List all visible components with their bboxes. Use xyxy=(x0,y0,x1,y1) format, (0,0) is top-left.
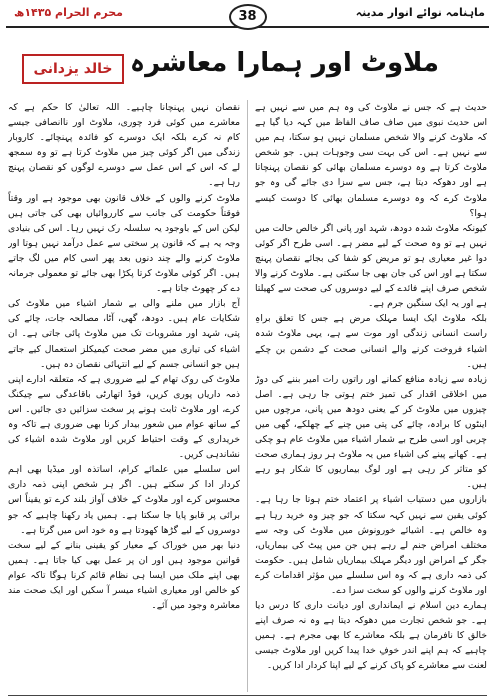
right-column xyxy=(255,100,487,692)
paragraph: نقصان نہیں پہنچانا چاہیے۔ اللہ تعالیٰ کا حکم ہے کہ معاشرے میں کوئی فرد چوری، ملاوٹ اور ناانصافی جیسے کام نہ کرے بلکہ ایک دوسرے کو فائدہ پہنچائے۔ کاروبار زندگی میں اگر کوئی چیز میں ملاوٹ کرتا ہے تو وہ سمجھ لے کہ اس کے اس عمل سے دوسرے لوگوں کو نقصان پہنچ رہا ہے۔ xyxy=(8,102,240,189)
paragraph: اس سلسلے میں علمائے کرام، اساتذہ اور میڈیا بھی اہم کردار ادا کر سکتے ہیں۔ اگر ہر شخص اپنی ذمہ داری محسوس کرے اور ملاوٹ کے خلاف آواز بلند کرے تو یقیناً اس برائی پر قابو پایا جا سکتا ہے۔ ہمیں یاد رکھنا چاہیے کہ جو دوسروں کے لیے گڑھا کھودتا ہے وہ خود اس میں گرتا ہے۔ xyxy=(8,464,240,536)
paragraph: ملاوٹ کی روک تھام کے لیے ضروری ہے کہ متعلقہ ادارے اپنی ذمہ داریاں پوری کریں، فوڈ اتھارٹی باقاعدگی سے چیکنگ کرے، اور ملاوٹ ثابت ہونے پر سخت سزائیں دی جائیں۔ اس کے ساتھ عوام میں شعور بیدار کرنا بھی ضروری ہے تاکہ وہ خریداری کے وقت احتیاط کریں اور ملاوٹ شدہ اشیاء کی نشاندہی کریں۔ xyxy=(8,373,240,461)
paragraph: بلکہ ملاوٹ ایک ایسا مہلک مرض ہے جس کا تعلق براہِ راست انسانی زندگی اور موت سے ہے، یہی ملاوٹ شدہ اشیاء فروخت کرنے والے انسانی صحت کے دشمن بن چکے ہیں۔ xyxy=(255,313,487,370)
article-title: ملاوٹ اور ہمارا معاشرہ xyxy=(129,48,439,78)
footer-rule xyxy=(8,695,487,696)
left-column xyxy=(8,100,240,692)
paragraph: ہمارے دین اسلام نے ایمانداری اور دیانت داری کا درس دیا ہے۔ جو شخص تجارت میں دھوکہ دیتا ہے وہ نہ صرف اپنے خالق کا نافرمان ہے بلکہ معاشرے کا بھی مجرم ہے۔ ہمیں چاہیے کہ ہم اپنے اندر خوفِ خدا پیدا کریں اور ملاوٹ جیسی لعنت سے معاشرے کو پاک کرنے کے لیے اپنا کردار ادا کریں۔ xyxy=(255,600,487,672)
page-number: 38 xyxy=(229,4,267,30)
paragraph: حدیث ہے کہ جس نے ملاوٹ کی وہ ہم میں سے نہیں ہے اس حدیث نبوی میں صاف صاف الفاظ میں کہہ دیا گیا ہے کہ ملاوٹ کرنے والا شخص مسلمان نہیں ہو سکتا، ہم میں سے نہیں ہے۔ اس کی بہت سی وجوہات ہیں۔ جو شخص ملاوٹ کرتا ہے وہ دوسرے مسلمان بھائی کو نقصان پہنچاتا ہے اور دھوکہ دیتا ہے، جس سے سزا دی جائے گی وہ جو ملاوٹ کرے کہ وہ دوسرے مسلمان بھائی کا دوست کیسے ہوا؟ xyxy=(255,102,487,219)
magazine-name: ماہنامہ نوائے انوار مدینہ xyxy=(355,6,485,19)
paragraph: آج بازار میں ملنے والی بے شمار اشیاء میں ملاوٹ کی شکایات عام ہیں۔ دودھ، گھی، آٹا، مصالحہ جات، چائے کی پتی، شہد اور مشروبات تک میں ملاوٹ پائی جاتی ہے۔ ان اشیاء کی تیاری میں مضر صحت کیمیکلز استعمال کیے جاتے ہیں جو انسانی جسم کے لیے انتہائی نقصان دہ ہیں۔ xyxy=(8,298,240,370)
paragraph: دنیا بھر میں خوراک کے معیار کو یقینی بنانے کے لیے سخت قوانین موجود ہیں اور ان پر عمل بھی کیا جاتا ہے۔ ہمیں بھی اپنے ملک میں ایسا ہی نظام قائم کرنا ہوگا تاکہ عوام کو خالص اور معیاری اشیاء میسر آ سکیں اور ایک صحت مند معاشرہ وجود میں آئے۔ xyxy=(8,539,240,612)
paragraph: بازاروں میں دستیاب اشیاء پر اعتماد ختم ہوتا جا رہا ہے۔ کوئی یقین سے نہیں کہہ سکتا کہ جو چیز وہ خرید رہا ہے وہ خالص ہے۔ اشیائے خورونوش میں ملاوٹ کی وجہ سے مختلف امراض جنم لے رہے ہیں جن میں پیٹ کی بیماریاں، جگر کے امراض اور دیگر مہلک بیماریاں شامل ہیں۔ حکومت کی ذمہ داری ہے کہ وہ اس سلسلے میں مؤثر اقدامات کرے اور ملاوٹ کرنے والوں کو سخت سزا دے۔ xyxy=(255,494,487,596)
paragraph: کیونکہ ملاوٹ شدہ دودھ، شہد اور پانی اگر خالص حالت میں نہیں ہے تو وہ صحت کے لیے مضر ہے۔ اسی طرح اگر کوئی دوا غیر معیاری ہو تو مریض کو شفا کی بجائے نقصان پہنچ سکتا ہے اور اس کی جان بھی جا سکتی ہے۔ ملاوٹ کرنے والا شخص صرف اپنے فائدے کے لیے دوسروں کی صحت سے کھیلتا ہے اور یہ ایک سنگین جرم ہے۔ xyxy=(255,222,487,310)
paragraph: ملاوٹ کرنے والوں کے خلاف قانون بھی موجود ہے اور وقتاً فوقتاً حکومت کی جانب سے کارروائیاں بھی کی جاتی ہیں لیکن اس کے باوجود یہ سلسلہ رک نہیں رہا۔ اس کی بنیادی وجہ یہ ہے کہ قانون پر سختی سے عمل درآمد نہیں ہوتا اور ملاوٹ کرنے والے چند دنوں بعد پھر اسی کام میں لگ جاتے ہیں۔ اگر کوئی ملاوٹ کرتا پکڑا بھی جائے تو معمولی جرمانہ دے کر چھوٹ جاتا ہے۔ xyxy=(8,192,240,295)
paragraph: زیادہ سے زیادہ منافع کمانے اور راتوں رات امیر بننے کی دوڑ میں اخلاقی اقدار کی تمیز ختم ہوتی جا رہی ہے۔ اصل چیزوں میں ملاوٹ کر کے یعنی دودھ میں پانی، مرچوں میں اینٹوں کا برادہ، چائے کی پتی میں چنے کے چھلکے، گھی میں چربی اور اسی طرح بے شمار اشیاء میں ملاوٹ عام ہو چکی ہے۔ کھانے پینے کی اشیاء میں یہ ملاوٹ ہر روز ہماری صحت کو متاثر کر رہی ہے اور لوگ بیماریوں کا شکار ہو رہے ہیں۔ xyxy=(255,373,487,491)
page-header xyxy=(6,4,489,34)
column-divider xyxy=(247,100,248,692)
article-heading xyxy=(8,42,487,94)
author-name: خالد یزدانی xyxy=(22,54,124,84)
issue-date: محرم الحرام ۱۴۳۵ھ xyxy=(14,6,123,19)
